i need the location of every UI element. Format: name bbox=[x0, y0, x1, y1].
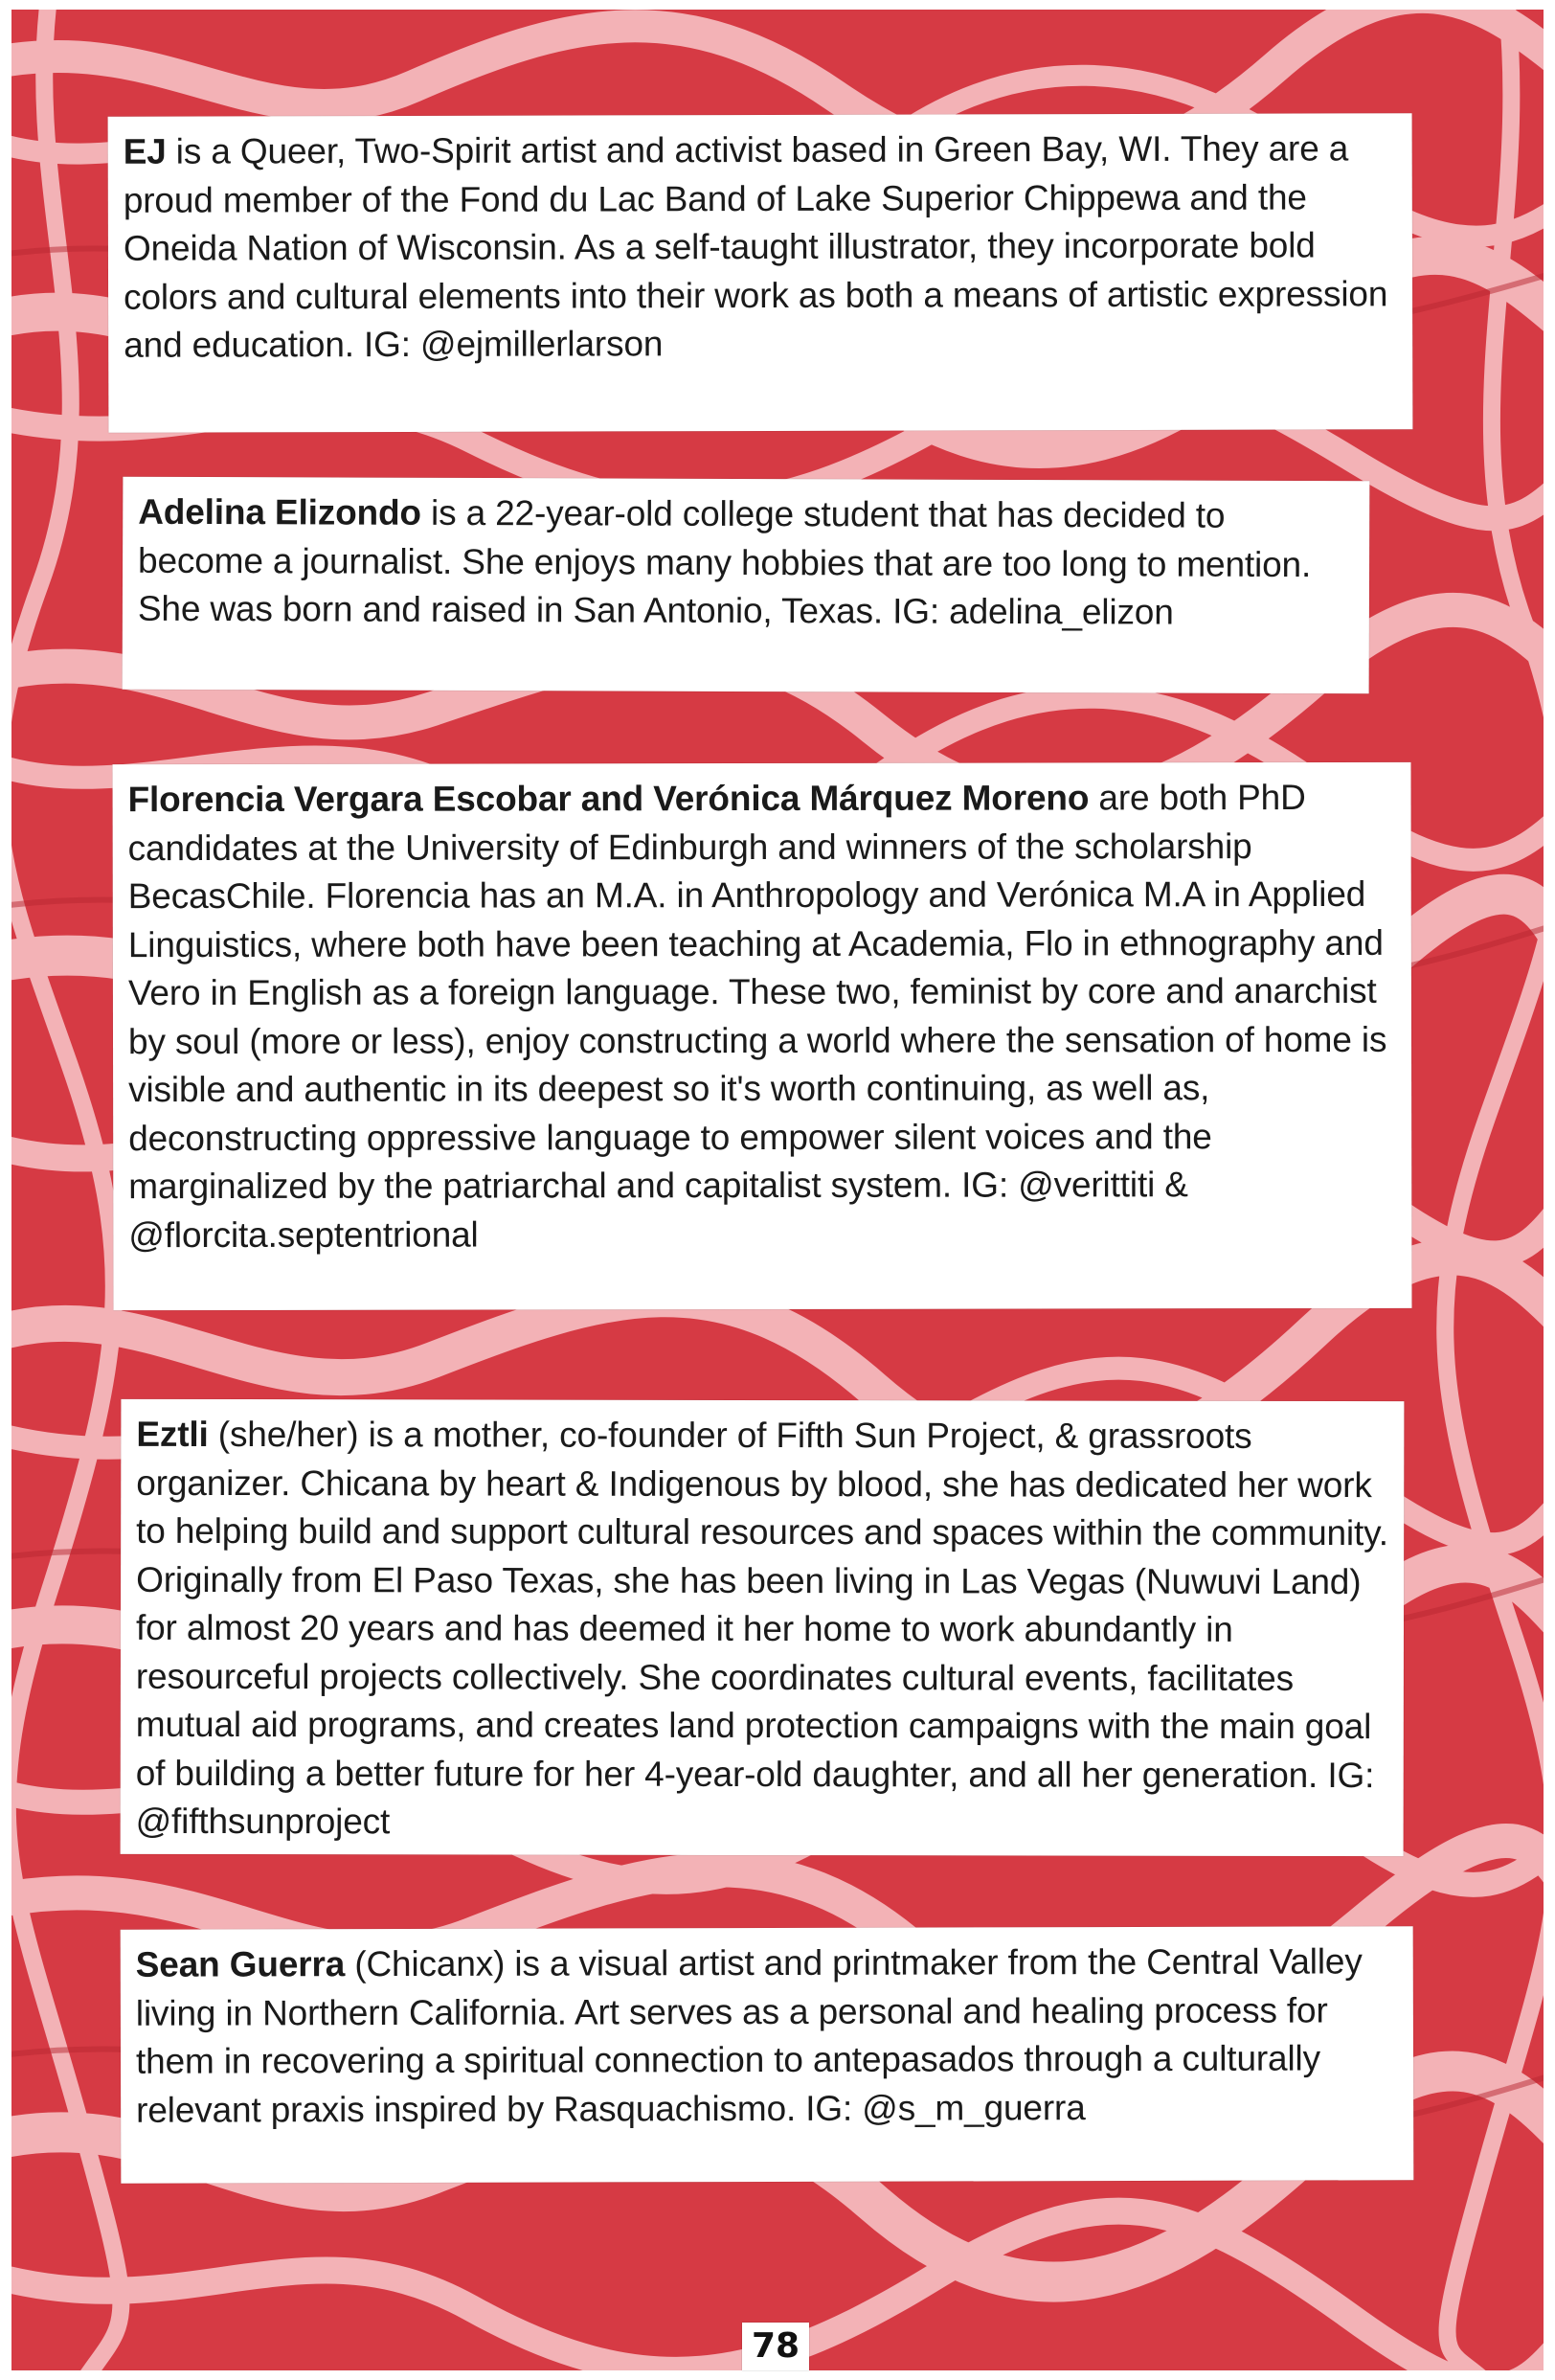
bio-name: EJ bbox=[123, 131, 167, 171]
bio-card-sean-guerra bbox=[121, 1926, 1414, 2184]
bio-paragraph bbox=[136, 1411, 1389, 1848]
bio-card-florencia-and-veronica bbox=[113, 762, 1412, 1310]
bio-name: Florencia Vergara Escobar and Verónica Márquez Moreno bbox=[127, 778, 1090, 820]
bio-card-eztli bbox=[121, 1399, 1405, 1856]
bio-text: is a 22-year-old college student that has decided to become a journalist. She enjoys many hobbies that are too long to mention. She was born and raised in San Antonio, Texas. IG: adelina_elizon bbox=[137, 492, 1312, 632]
bio-paragraph bbox=[124, 125, 1398, 370]
bio-paragraph bbox=[138, 488, 1355, 638]
bio-text: are both PhD candidates at the University of Edinburgh and winners of the scholarship BecasChile. Florencia has an M.A. in Anthropology and Verónica M.A in Applied Linguistics, where both have been teaching at Academia, Flo in ethnography and Vero in English as a foreign language. These two, feminist by core and anarchist by soul (more or less), enjoy constructing a world where the sensation of home is visible and authentic in its deepest so it's worth continuing, as well as, deconstructing oppressive language to empower silent voices and the marginalized by the patriarchal and capitalist system. IG: @verittiti & @florcita.septentrional bbox=[127, 778, 1387, 1255]
bio-card-adelina-elizondo bbox=[123, 477, 1370, 694]
page-number: 78 bbox=[742, 2323, 809, 2370]
bio-text: is a Queer, Two-Spirit artist and activist based in Green Bay, WI. They are a proud member of the Fond du Lac Band of Lake Superior Chippewa and the Oneida Nation of Wisconsin. As a self-taught illustrator, they incorporate bold colors and cultural elements into their work as both a means of artistic expression and education. IG: @ejmillerlarson bbox=[123, 128, 1388, 365]
bio-paragraph bbox=[136, 1938, 1399, 2134]
bio-name: Sean Guerra bbox=[135, 1944, 346, 1984]
bio-text: (Chicanx) is a visual artist and printmaker from the Central Valley living in Northern California. Art serves as a personal and healing process for them in recovering a spiritual connection to antepasados through a culturally relevant praxis inspired by Rasquachismo. IG: @s_m_guerra bbox=[135, 1941, 1363, 2130]
bio-name: Adelina Elizondo bbox=[138, 491, 422, 533]
bio-card-ej bbox=[108, 113, 1413, 433]
bio-paragraph bbox=[128, 774, 1397, 1259]
bio-text: (she/her) is a mother, co-founder of Fifth Sun Project, & grassroots organizer. Chicana by heart & Indigenous by blood, she has dedicated her work to helping build and support cultural resources and spaces within the community. Originally from El Paso Texas, she has been living in Las Vegas (Nuwuvi Land) for almost 20 years and has deemed it her home to work abundantly in resourceful projects collectively. She coordinates cultural events, facilitates mutual aid programs, and creates land protection campaigns with the main goal of building a better future for her 4-year-old daughter, and all her generation. IG: @fifthsunproject bbox=[135, 1414, 1388, 1842]
bio-name: Eztli bbox=[136, 1414, 209, 1454]
